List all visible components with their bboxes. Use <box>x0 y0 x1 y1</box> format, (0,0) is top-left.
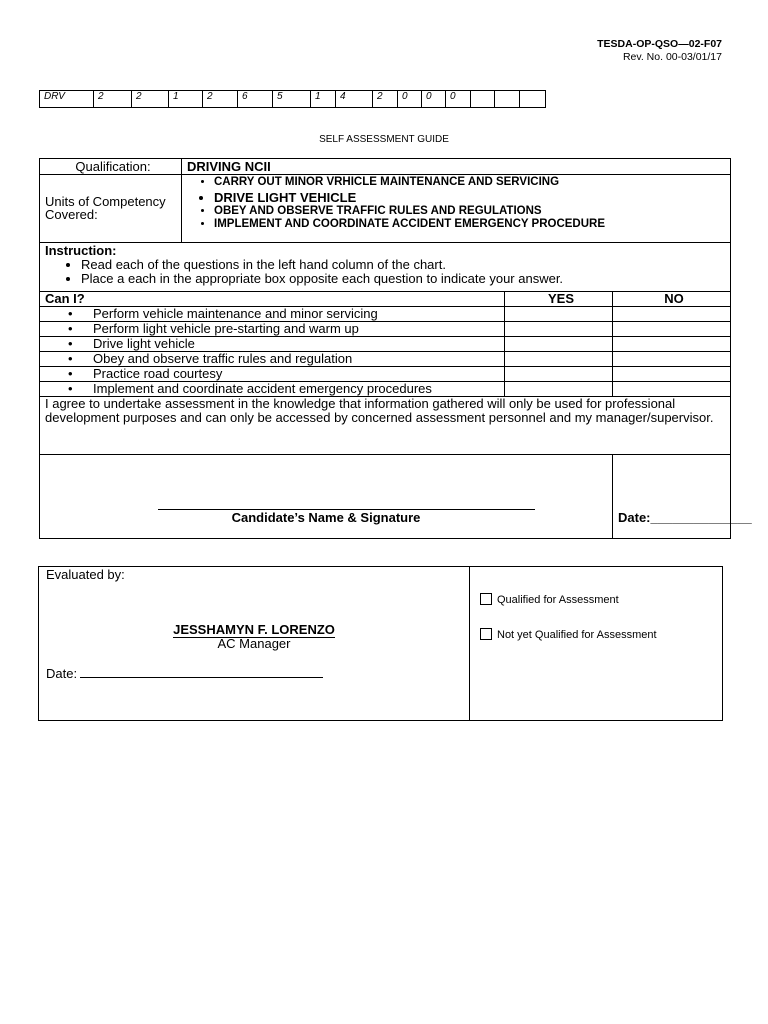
evaluator-name: JESSHAMYN F. LORENZO <box>173 622 335 637</box>
option-qualified[interactable] <box>480 593 619 606</box>
option-qualified-label: Qualified for Assessment <box>497 594 619 606</box>
question-cell <box>40 306 505 321</box>
instruction-title: Instruction: <box>45 242 117 258</box>
evaluator-section <box>39 567 470 720</box>
no-answer-box[interactable] <box>613 366 731 381</box>
yes-answer-box[interactable] <box>505 321 613 336</box>
question-cell <box>40 336 505 351</box>
unit-item: • DRIVE LIGHT VEHICLE <box>214 190 730 205</box>
question-text: Obey and observe traffic rules and regulation <box>93 350 353 366</box>
units-label <box>40 175 182 243</box>
unit-item: • IMPLEMENT AND COORDINATE ACCIDENT EMERGENCY PROCEDURE <box>214 218 730 232</box>
bullet: • <box>68 335 73 351</box>
evaluation-date-line[interactable] <box>80 665 323 678</box>
question-text: Drive light vehicle <box>93 335 195 351</box>
bullet: • <box>68 365 73 381</box>
yes-answer-box[interactable] <box>505 366 613 381</box>
code-box <box>471 91 495 108</box>
no-answer-box[interactable] <box>613 321 731 336</box>
evaluation-box <box>38 566 723 721</box>
code-box: DRV <box>40 91 94 108</box>
question-text: Perform light vehicle pre-starting and warm up <box>93 320 359 336</box>
units-list <box>192 176 730 232</box>
evaluation-date-label: Date: <box>46 666 78 681</box>
signature-date-label: Date:______________ <box>618 509 752 525</box>
code-box: 6 <box>238 91 273 108</box>
table-row <box>40 351 731 366</box>
question-cell <box>40 366 505 381</box>
question-text: Perform vehicle maintenance and minor servicing <box>93 305 378 321</box>
signature-cell[interactable] <box>40 454 613 538</box>
code-box: 5 <box>273 91 311 108</box>
code-box: 2 <box>373 91 398 108</box>
checkbox-not-qualified[interactable] <box>480 628 492 640</box>
units-label-line1: Units of Competency <box>45 194 166 210</box>
candidate-signature-label: Candidate’s Name & Signature <box>231 509 421 525</box>
form-code: TESDA-OP-QSO—02-F07 <box>597 38 722 50</box>
unit-item: • CARRY OUT MINOR VRHICLE MAINTENANCE AND SERVICING <box>214 176 730 190</box>
unit-item: • OBEY AND OBSERVE TRAFFIC RULES AND REGULATIONS <box>214 205 730 219</box>
code-box: 2 <box>132 91 169 108</box>
bullet: • <box>68 350 73 366</box>
no-answer-box[interactable] <box>613 381 731 396</box>
code-box: 2 <box>203 91 238 108</box>
option-not-qualified[interactable] <box>480 628 657 641</box>
page-title: SELF ASSESSMENT GUIDE <box>319 134 449 145</box>
revision-number: Rev. No. 00-03/01/17 <box>622 51 722 63</box>
table-row <box>40 336 731 351</box>
code-box: 0 <box>398 91 422 108</box>
option-not-qualified-label: Not yet Qualified for Assessment <box>497 629 657 641</box>
yes-answer-box[interactable] <box>505 306 613 321</box>
yes-answer-box[interactable] <box>505 351 613 366</box>
evaluator-role: AC Manager <box>217 636 291 651</box>
instruction-item: • Place a each in the appropriate box opposite each question to indicate your answer. <box>81 272 730 287</box>
question-cell <box>40 381 505 396</box>
no-answer-box[interactable] <box>613 351 731 366</box>
bullet: • <box>68 380 73 396</box>
question-cell <box>40 351 505 366</box>
instruction-list <box>45 258 730 287</box>
self-assessment-table <box>39 158 752 539</box>
evaluator-name-block <box>39 622 469 637</box>
code-box <box>495 91 520 108</box>
units-list-cell <box>182 175 731 243</box>
checkbox-qualified[interactable] <box>480 593 492 605</box>
evaluated-by-label: Evaluated by: <box>46 567 125 582</box>
table-row <box>40 366 731 381</box>
bullet: • <box>68 320 73 336</box>
yes-answer-box[interactable] <box>505 381 613 396</box>
no-header: NO <box>613 291 731 306</box>
code-box: 0 <box>422 91 446 108</box>
can-i-header: Can I? <box>40 291 505 306</box>
code-box: 0 <box>446 91 471 108</box>
no-answer-box[interactable] <box>613 336 731 351</box>
qualification-label: Qualification: <box>40 159 182 175</box>
evaluation-date-row <box>46 665 323 681</box>
code-box: 4 <box>336 91 373 108</box>
bullet: • <box>68 305 73 321</box>
instruction-cell <box>40 242 731 291</box>
units-label-line2: Covered: <box>45 207 98 223</box>
agreement-text: I agree to undertake assessment in the knowledge that information gathered will only be used for professional development purposes and can only be accessed by concerned assessment personnel and my manager/supervisor. <box>40 396 731 454</box>
yes-header: YES <box>505 291 613 306</box>
table-row <box>40 306 731 321</box>
table-row <box>40 321 731 336</box>
signature-date-cell[interactable] <box>613 454 752 538</box>
no-answer-box[interactable] <box>613 306 731 321</box>
question-text: Implement and coordinate accident emergency procedures <box>93 380 432 396</box>
qualification-value: DRIVING NCII <box>182 159 731 175</box>
code-box <box>520 91 546 108</box>
code-box: 2 <box>94 91 132 108</box>
question-text: Practice road courtesy <box>93 365 223 381</box>
yes-answer-box[interactable] <box>505 336 613 351</box>
code-boxes <box>39 90 546 108</box>
table-row <box>40 381 731 396</box>
question-cell <box>40 321 505 336</box>
code-box: 1 <box>311 91 336 108</box>
code-box: 1 <box>169 91 203 108</box>
instruction-item: • Read each of the questions in the left hand column of the chart. <box>81 258 730 273</box>
